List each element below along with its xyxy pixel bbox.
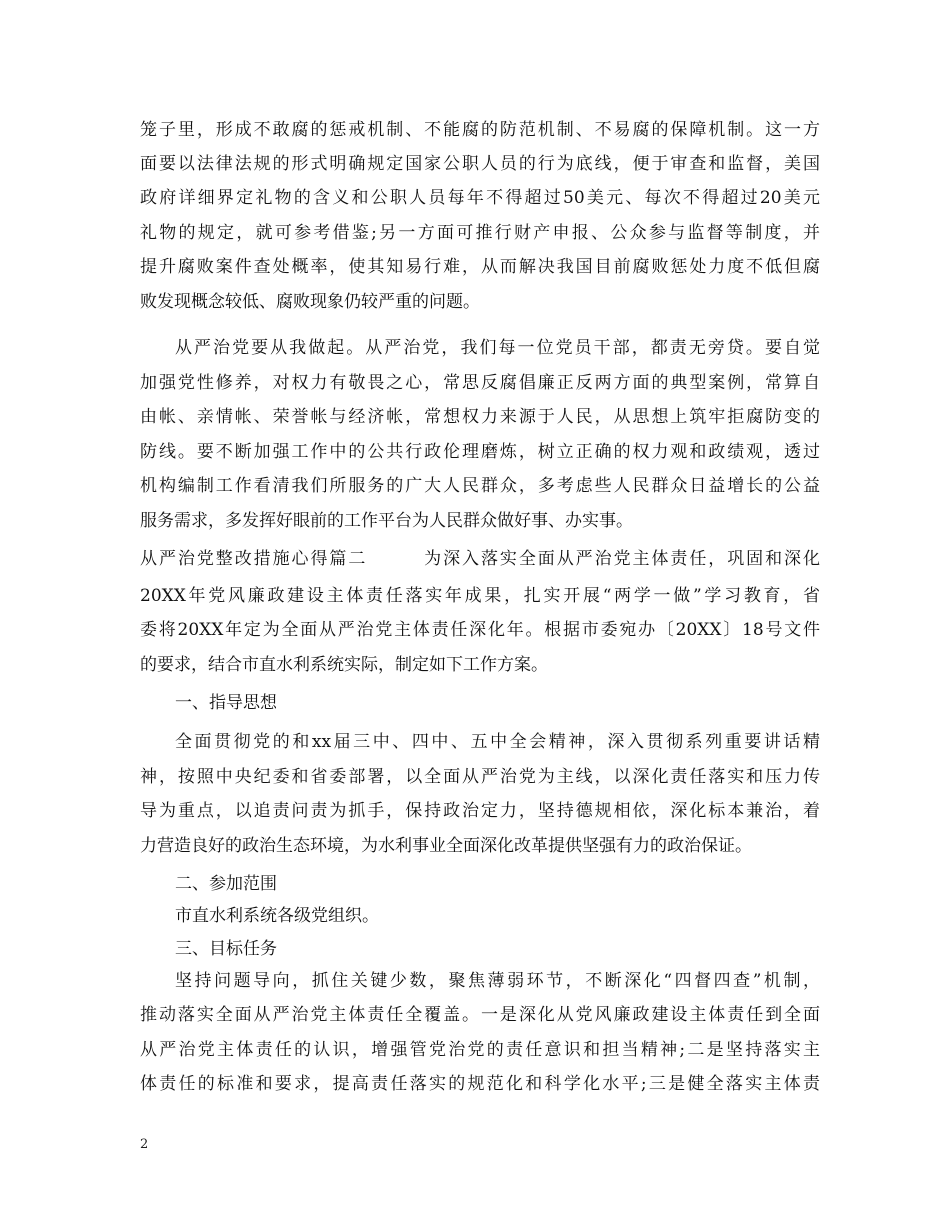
- text-line: 的要求，结合市直水利系统实际，制定如下工作方案。: [140, 655, 548, 675]
- text-line: 政府详细界定礼物的含义和公职人员每年不得超过50美元、每次不得超过20美元: [140, 188, 820, 208]
- text-line: 从严治党整改措施心得篇二 为深入落实全面从严治党主体责任，巩固和深化: [140, 549, 820, 569]
- text-line: 面要以法律法规的形式明确规定国家公职人员的行为底线，便于审查和监督，美国: [140, 154, 820, 174]
- text-line: 全面贯彻党的和xx届三中、四中、五中全会精神，深入贯彻系列重要讲话精: [175, 732, 820, 752]
- section-heading: 二、参加范围: [175, 874, 277, 894]
- text-line: 委将20XX年定为全面从严治党主体责任深化年。根据市委宛办〔20XX〕18号文件: [140, 620, 820, 640]
- text-line: 加强党性修养，对权力有敬畏之心，常思反腐倡廉正反两方面的典型案例，常算自: [140, 373, 820, 393]
- text-line: 导为重点，以追责问责为抓手，保持政治定力，坚持德规相依，深化标本兼治，着: [140, 801, 820, 821]
- text-line: 服务需求，多发挥好眼前的工作平台为人民群众做好事、办实事。: [140, 511, 633, 531]
- text-line: 坚持问题导向，抓住关键少数，聚焦薄弱环节，不断深化“四督四查”机制，: [175, 971, 820, 991]
- text-line: 机构编制工作看清我们所服务的广大人民群众，多考虑些人民群众日益增长的公益: [140, 476, 820, 496]
- text-line: 提升腐败案件查处概率，使其知易行难，从而解决我国目前腐败惩处力度不低但腐: [140, 257, 820, 277]
- page-number: 2: [140, 1137, 149, 1152]
- text-line: 神，按照中央纪委和省委部署，以全面从严治党为主线，以深化责任落实和压力传: [140, 767, 820, 787]
- text-line: 推动落实全面从严治党主体责任全覆盖。一是深化从党风廉政建设主体责任到全面: [140, 1005, 820, 1025]
- text-line: 败发现概念较低、腐败现象仍较严重的问题。: [140, 292, 480, 312]
- text-line: 笼子里，形成不敢腐的惩戒机制、不能腐的防范机制、不易腐的保障机制。这一方: [140, 120, 820, 140]
- text-line: 礼物的规定，就可参考借鉴;另一方面可推行财产申报、公众参与监督等制度，并: [140, 223, 820, 243]
- section-heading: 三、目标任务: [175, 939, 277, 959]
- text-line: 从严治党要从我做起。从严治党，我们每一位党员干部，都责无旁贷。要自觉: [175, 338, 820, 358]
- text-line: 体责任的标准和要求，提高责任落实的规范化和科学化水平;三是健全落实主体责: [140, 1074, 820, 1094]
- text-line: 市直水利系统各级党组织。: [175, 906, 379, 926]
- text-line: 20XX年党风廉政建设主体责任落实年成果，扎实开展“两学一做”学习教育，省: [140, 586, 820, 606]
- text-line: 从严治党主体责任的认识，增强管党治党的责任意识和担当精神;二是坚持落实主: [140, 1040, 820, 1060]
- text-line: 防线。要不断加强工作中的公共行政伦理磨炼，树立正确的权力观和政绩观，透过: [140, 442, 820, 462]
- text-line: 由帐、亲情帐、荣誉帐与经济帐，常想权力来源于人民，从思想上筑牢拒腐防变的: [140, 407, 820, 427]
- text-line: 力营造良好的政治生态环境，为水利事业全面深化改革提供坚强有力的政治保证。: [140, 836, 752, 856]
- section-heading: 一、指导思想: [175, 693, 277, 713]
